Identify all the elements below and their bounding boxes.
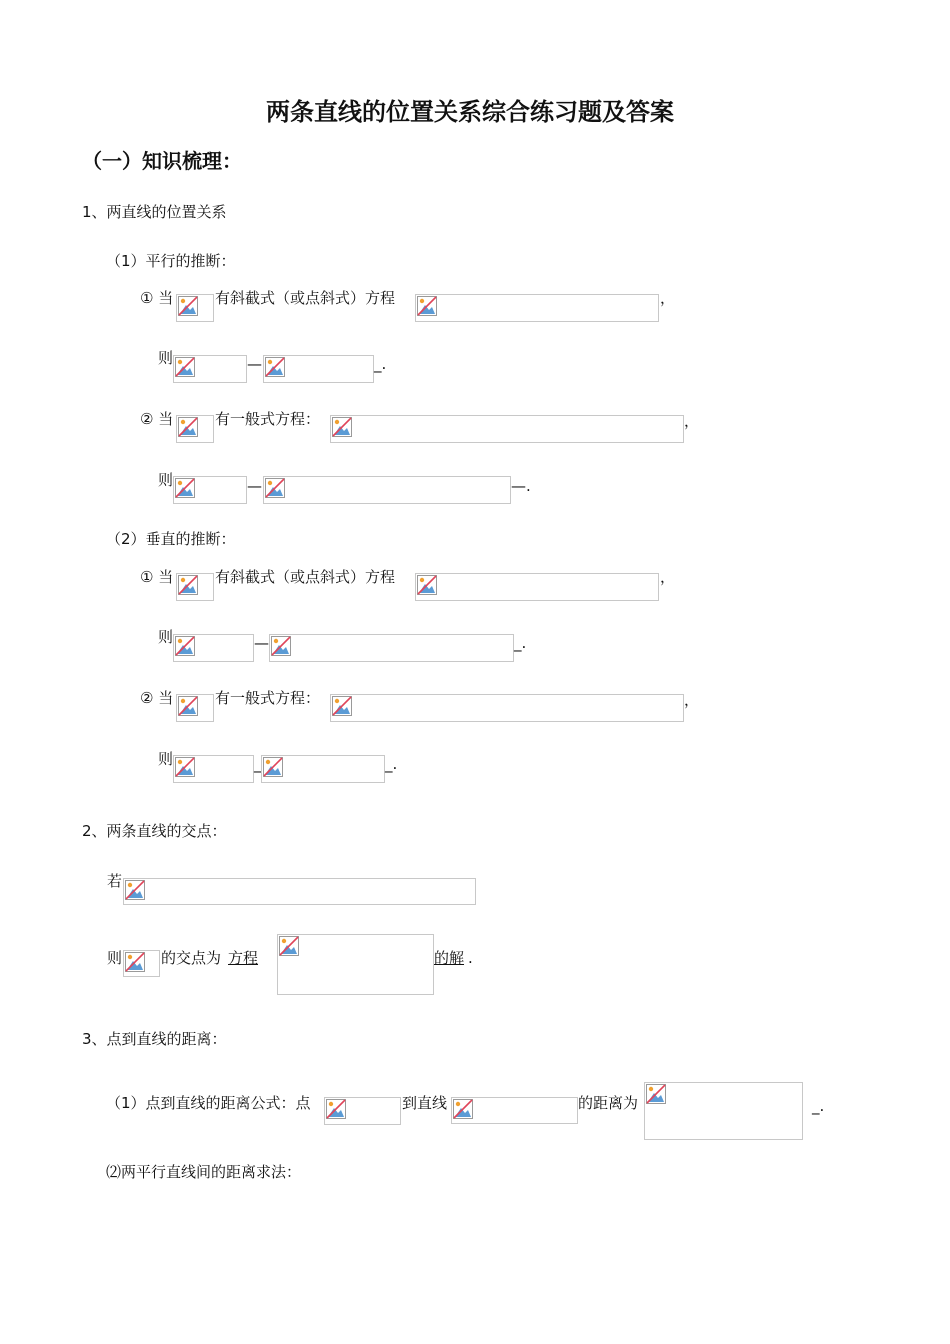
broken-image-icon <box>279 936 299 956</box>
intersection-dot: . <box>468 949 473 967</box>
parallel-dash1: — <box>247 355 262 373</box>
broken-image-icon <box>332 696 352 716</box>
perpendicular-case2-prefix: ② 当 <box>140 689 174 707</box>
parallel-heading: （1）平行的推断： <box>106 252 236 270</box>
parallel-end1: _. <box>374 355 387 373</box>
broken-image-icon <box>175 636 195 656</box>
formula-image <box>123 950 160 977</box>
parallel-then1: 则 <box>158 349 174 367</box>
broken-image-icon <box>178 696 198 716</box>
parallel-lines-distance: ⑵两平行直线间的距离求法： <box>106 1163 302 1181</box>
broken-image-icon <box>265 357 285 377</box>
formula-image <box>415 294 659 322</box>
intersection-eq: 方程 <box>228 949 259 967</box>
formula-image <box>261 755 385 783</box>
distance-end: _. <box>812 1097 825 1115</box>
broken-image-icon <box>417 296 437 316</box>
broken-image-icon <box>263 757 283 777</box>
parallel-case1-mid: 有斜截式（或点斜式）方程 <box>215 289 396 307</box>
formula-image <box>173 355 247 383</box>
formula-image <box>263 476 511 504</box>
formula-image <box>173 476 247 504</box>
formula-image <box>269 634 514 662</box>
perpendicular-case1-end: ， <box>660 568 676 586</box>
parallel-case2-mid: 有一般式方程： <box>215 410 321 428</box>
formula-image <box>330 694 684 722</box>
broken-image-icon <box>175 757 195 777</box>
formula-image <box>176 415 214 443</box>
parallel-case1-prefix: ① 当 <box>140 289 174 307</box>
broken-image-icon <box>178 296 198 316</box>
broken-image-icon <box>332 417 352 437</box>
parallel-case2-prefix: ② 当 <box>140 410 174 428</box>
distance-formula-prefix: （1）点到直线的距离公式：点 <box>106 1094 311 1112</box>
formula-image <box>123 878 476 905</box>
perpendicular-case2-mid: 有一般式方程： <box>215 689 321 707</box>
perpendicular-dash2: _ <box>254 755 262 773</box>
page-title: 两条直线的位置关系综合练习题及答案 <box>266 98 674 126</box>
formula-image <box>176 573 214 601</box>
formula-image <box>173 755 254 783</box>
distance-to-line: 到直线 <box>402 1094 448 1112</box>
broken-image-icon <box>125 952 145 972</box>
formula-image <box>330 415 684 443</box>
perpendicular-then1: 则 <box>158 628 174 646</box>
parallel-case1-end: ， <box>660 289 676 307</box>
broken-image-icon <box>417 575 437 595</box>
item-2-heading: 2、两条直线的交点： <box>82 822 227 840</box>
perpendicular-dash1: — <box>254 634 269 652</box>
intersection-if: 若 <box>107 872 123 890</box>
parallel-then2: 则 <box>158 471 174 489</box>
formula-image <box>415 573 659 601</box>
broken-image-icon <box>265 478 285 498</box>
item-3-heading: 3、点到直线的距离： <box>82 1030 227 1048</box>
formula-image <box>277 934 434 995</box>
broken-image-icon <box>271 636 291 656</box>
perpendicular-then2: 则 <box>158 750 174 768</box>
broken-image-icon <box>326 1099 346 1119</box>
parallel-end2: —. <box>511 477 531 495</box>
formula-image <box>263 355 374 383</box>
perpendicular-end1: _. <box>514 634 527 652</box>
parallel-dash2: — <box>247 477 262 495</box>
formula-image <box>451 1097 578 1124</box>
formula-image <box>176 294 214 322</box>
perpendicular-end2: _. <box>385 755 398 773</box>
intersection-then: 则 <box>107 949 123 967</box>
formula-image <box>176 694 214 722</box>
section-heading: （一）知识梳理： <box>82 149 242 173</box>
broken-image-icon <box>175 478 195 498</box>
parallel-case2-end: ， <box>684 412 700 430</box>
item-1-heading: 1、两直线的位置关系 <box>82 203 227 221</box>
broken-image-icon <box>175 357 195 377</box>
perpendicular-heading: （2）垂直的推断： <box>106 530 236 548</box>
broken-image-icon <box>646 1084 666 1104</box>
intersection-solution: 的解 <box>434 949 465 967</box>
perpendicular-case2-end: ， <box>684 691 700 709</box>
formula-image <box>324 1097 401 1125</box>
distance-is: 的距离为 <box>578 1094 639 1112</box>
broken-image-icon <box>453 1099 473 1119</box>
broken-image-icon <box>178 417 198 437</box>
formula-image <box>644 1082 803 1140</box>
perpendicular-case1-prefix: ① 当 <box>140 568 174 586</box>
broken-image-icon <box>178 575 198 595</box>
broken-image-icon <box>125 880 145 900</box>
formula-image <box>173 634 254 662</box>
intersection-mid: 的交点为 <box>161 949 222 967</box>
perpendicular-case1-mid: 有斜截式（或点斜式）方程 <box>215 568 396 586</box>
